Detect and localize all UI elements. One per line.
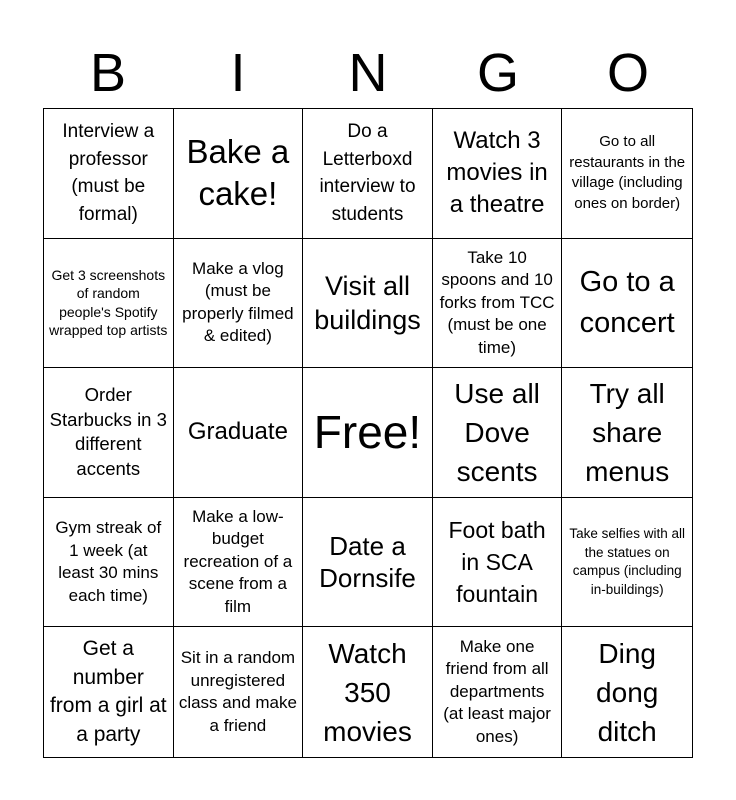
cell-label: Interview a professor (must be formal) <box>62 121 155 225</box>
cell-label: Watch 3 movies in a theatre <box>446 127 548 219</box>
bingo-board <box>43 108 693 758</box>
cell-label: Make one friend from all departments (at least major ones) <box>443 636 551 746</box>
bingo-cell-r2-c3[interactable] <box>303 239 433 369</box>
bingo-cell-r4-c4[interactable] <box>433 498 563 628</box>
bingo-cell-r5-c3[interactable] <box>303 627 433 757</box>
bingo-cell-r3-c4[interactable] <box>433 368 563 498</box>
bingo-cell-r5-c1[interactable] <box>44 627 174 757</box>
cell-label: Watch 350 movies <box>323 637 412 747</box>
bingo-cell-r2-c5[interactable] <box>562 239 692 369</box>
cell-label: Do a Letterboxd interview to students <box>319 121 416 225</box>
cell-label: Try all share menus <box>585 377 670 487</box>
bingo-cell-r5-c5[interactable] <box>562 627 692 757</box>
bingo-cell-r4-c3[interactable] <box>303 498 433 628</box>
cell-label: Graduate <box>187 418 288 446</box>
bingo-cell-r3-c5[interactable] <box>562 368 692 498</box>
header-letter-g: G <box>476 43 519 103</box>
bingo-cell-r5-c2[interactable] <box>174 627 304 757</box>
cell-label: Order Starbucks in 3 different accents <box>49 384 167 479</box>
bingo-cell-r1-c4[interactable] <box>433 109 563 239</box>
bingo-cell-r4-c2[interactable] <box>174 498 304 628</box>
cell-label: Use all Dove scents <box>454 377 540 487</box>
bingo-cell-r5-c4[interactable] <box>433 627 563 757</box>
bingo-cell-r3-c1[interactable] <box>44 368 174 498</box>
bingo-cell-r3-c3[interactable] <box>303 368 433 498</box>
header-letter-b: B <box>89 43 127 103</box>
bingo-cell-r4-c1[interactable] <box>44 498 174 628</box>
bingo-cell-r4-c5[interactable] <box>562 498 692 628</box>
bingo-cell-r1-c2[interactable] <box>174 109 304 239</box>
cell-label: Take 10 spoons and 10 forks from TCC (must be one time) <box>439 247 555 357</box>
free-space: Free! <box>313 406 422 459</box>
cell-label: Sit in a random unregistered class and make a friend <box>178 648 297 735</box>
bingo-cell-r2-c4[interactable] <box>433 239 563 369</box>
cell-label: Get a number from a girl at a party <box>49 637 167 746</box>
bingo-cell-r1-c5[interactable] <box>562 109 692 239</box>
cell-label: Get 3 screenshots of random people's Spotify wrapped top artists <box>49 266 168 339</box>
bingo-cell-r3-c2[interactable] <box>174 368 304 498</box>
bingo-header <box>43 38 693 108</box>
cell-label: Gym streak of 1 week (at least 30 mins each time) <box>55 518 162 605</box>
cell-label: Foot bath in SCA fountain <box>448 517 546 608</box>
header-letter-i: I <box>230 43 246 103</box>
bingo-cell-r1-c1[interactable] <box>44 109 174 239</box>
bingo-cell-r1-c3[interactable] <box>303 109 433 239</box>
cell-label: Make a low-budget recreation of a scene from a film <box>183 506 293 616</box>
cell-label: Date a Dornsife <box>319 531 416 594</box>
bingo-cell-r2-c2[interactable] <box>174 239 304 369</box>
header-letter-n: N <box>348 43 388 103</box>
cell-label: Ding dong ditch <box>596 637 659 747</box>
cell-label: Make a vlog (must be properly filmed & edited) <box>182 258 294 346</box>
cell-label: Go to all restaurants in the village (including ones on border) <box>569 133 686 212</box>
cell-label: Go to a concert <box>579 265 675 339</box>
cell-label: Take selfies with all the statues on campus (including in-buildings) <box>569 526 685 597</box>
bingo-cell-r2-c1[interactable] <box>44 239 174 369</box>
cell-label: Visit all buildings <box>314 270 421 335</box>
cell-label: Bake a cake! <box>186 133 290 213</box>
header-letter-o: O <box>606 43 649 103</box>
